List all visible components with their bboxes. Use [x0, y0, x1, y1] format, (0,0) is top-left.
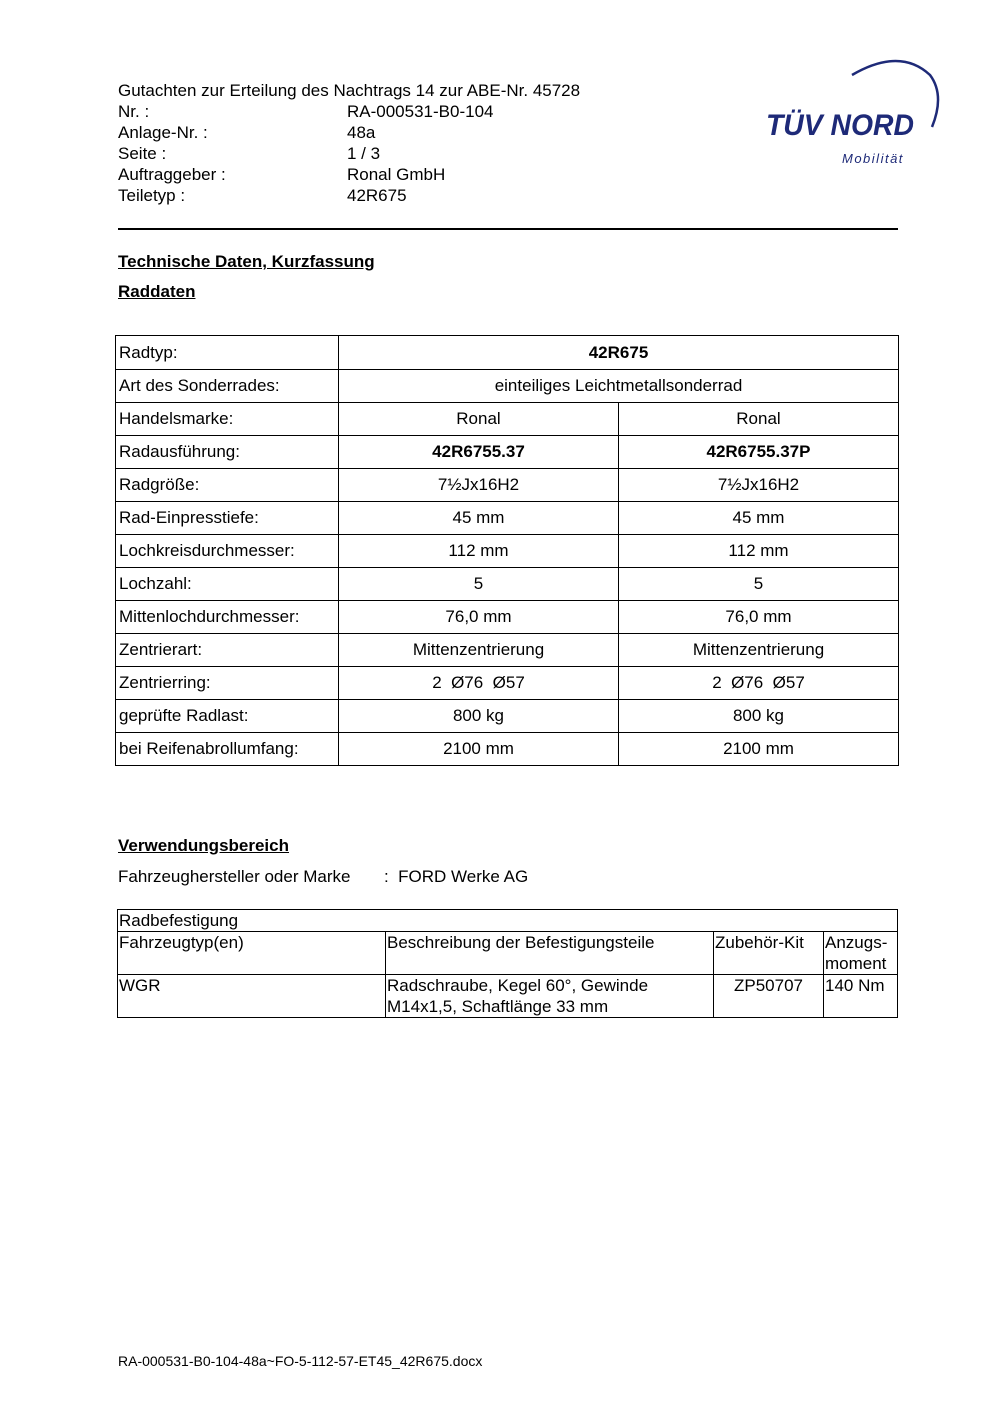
row-value-1: 800 kg [339, 700, 619, 733]
header-kit: Zubehör-Kit [714, 932, 824, 975]
art-value: einteiliges Leichtmetallsonderrad [339, 370, 899, 403]
table-row [116, 370, 899, 403]
row-label: bei Reifenabrollumfang: [116, 733, 339, 766]
logo-subtitle-text: Mobilität [842, 151, 904, 166]
header-label-nr: Nr. : [118, 102, 150, 121]
table-row [116, 601, 899, 634]
table-row [116, 336, 899, 370]
row-label: geprüfte Radlast: [116, 700, 339, 733]
row-value-2: 42R6755.37P [619, 436, 899, 469]
header-label-auftraggeber: Auftraggeber : [118, 165, 226, 184]
table-row [116, 568, 899, 601]
row-value-2: Mittenzentrierung [619, 634, 899, 667]
header-value-auftraggeber: Ronal GmbH [347, 165, 446, 184]
logo-brand-text: TÜV NORD [766, 109, 914, 142]
manufacturer-label: Fahrzeughersteller oder Marke [118, 867, 351, 886]
header-vehicle-type: Fahrzeugtyp(en) [118, 932, 386, 975]
table-row [118, 975, 898, 1018]
header-label-seite: Seite : [118, 144, 167, 163]
row-label: Rad-Einpresstiefe: [116, 502, 339, 535]
row-value-2: 76,0 mm [619, 601, 899, 634]
table-row [116, 733, 899, 766]
table-row [116, 634, 899, 667]
wheel-mounting-table [117, 909, 898, 1018]
cell-description-line1: Radschraube, Kegel 60°, Gewinde [387, 976, 649, 995]
table-row [116, 469, 899, 502]
row-value-2: 800 kg [619, 700, 899, 733]
row-label: Zentrierart: [116, 634, 339, 667]
header-value-seite: 1 / 3 [347, 144, 381, 163]
header-description: Beschreibung der Befestigungsteile [386, 932, 714, 975]
row-label: Lochkreisdurchmesser: [116, 535, 339, 568]
table-row [116, 403, 899, 436]
table-row [116, 436, 899, 469]
row-label: Handelsmarke: [116, 403, 339, 436]
row-label: Radausführung: [116, 436, 339, 469]
table-row [116, 667, 899, 700]
row-value-1: 2100 mm [339, 733, 619, 766]
row-value-2: 112 mm [619, 535, 899, 568]
header-label-anlage: Anlage-Nr. : [118, 123, 208, 142]
row-value-1: 5 [339, 568, 619, 601]
header-value-teiletyp: 42R675 [347, 186, 407, 205]
table-row [118, 910, 898, 932]
row-value-2: 7½Jx16H2 [619, 469, 899, 502]
row-label: Radtyp: [116, 336, 339, 370]
wheel-data-table [115, 335, 899, 766]
row-value-2: 2 Ø76 Ø57 [619, 667, 899, 700]
cell-kit: ZP50707 [714, 975, 824, 1018]
section-heading-usage: Verwendungsbereich [118, 836, 289, 855]
header-value-nr: RA-000531-B0-104 [347, 102, 494, 121]
row-value-2: 2100 mm [619, 733, 899, 766]
row-value-1: 112 mm [339, 535, 619, 568]
header-label-teiletyp: Teiletyp : [118, 186, 186, 205]
header-torque-line1: Anzugs- [825, 933, 888, 952]
header-torque [824, 932, 898, 975]
section-heading-wheel-data: Raddaten [118, 282, 196, 301]
cell-torque: 140 Nm [824, 975, 898, 1018]
row-value-1: 7½Jx16H2 [339, 469, 619, 502]
row-value-1: 42R6755.37 [339, 436, 619, 469]
table-row [116, 700, 899, 733]
row-value-1: Mittenzentrierung [339, 634, 619, 667]
header-value-anlage: 48a [347, 123, 376, 142]
row-label: Art des Sonderrades: [116, 370, 339, 403]
header-divider [118, 228, 898, 230]
row-value-2: 5 [619, 568, 899, 601]
table-row [116, 535, 899, 568]
cell-description-line2: M14x1,5, Schaftlänge 33 mm [387, 997, 609, 1016]
cell-vehicle-type: WGR [118, 975, 386, 1018]
row-label: Zentrierring: [116, 667, 339, 700]
row-value-2: Ronal [619, 403, 899, 436]
table-header-row [118, 932, 898, 975]
row-value-1: 76,0 mm [339, 601, 619, 634]
row-label: Mittenlochdurchmesser: [116, 601, 339, 634]
footer-filename: RA-000531-B0-104-48a~FO-5-112-57-ET45_42R675.docx [118, 1353, 483, 1369]
header-torque-line2: moment [825, 954, 887, 973]
radtyp-value: 42R675 [339, 336, 899, 370]
table-row [116, 502, 899, 535]
row-value-2: 45 mm [619, 502, 899, 535]
document-title: Gutachten zur Erteilung des Nachtrags 14 zur ABE-Nr. 45728 [118, 81, 581, 100]
row-value-1: 2 Ø76 Ø57 [339, 667, 619, 700]
row-value-1: 45 mm [339, 502, 619, 535]
tuv-nord-logo [760, 55, 945, 175]
cell-description [386, 975, 714, 1018]
row-value-1: Ronal [339, 403, 619, 436]
row-label: Lochzahl: [116, 568, 339, 601]
row-label: Radgröße: [116, 469, 339, 502]
mounting-title: Radbefestigung [118, 910, 898, 932]
section-heading-technical: Technische Daten, Kurzfassung [118, 252, 375, 271]
manufacturer-value: : FORD Werke AG [384, 867, 529, 886]
